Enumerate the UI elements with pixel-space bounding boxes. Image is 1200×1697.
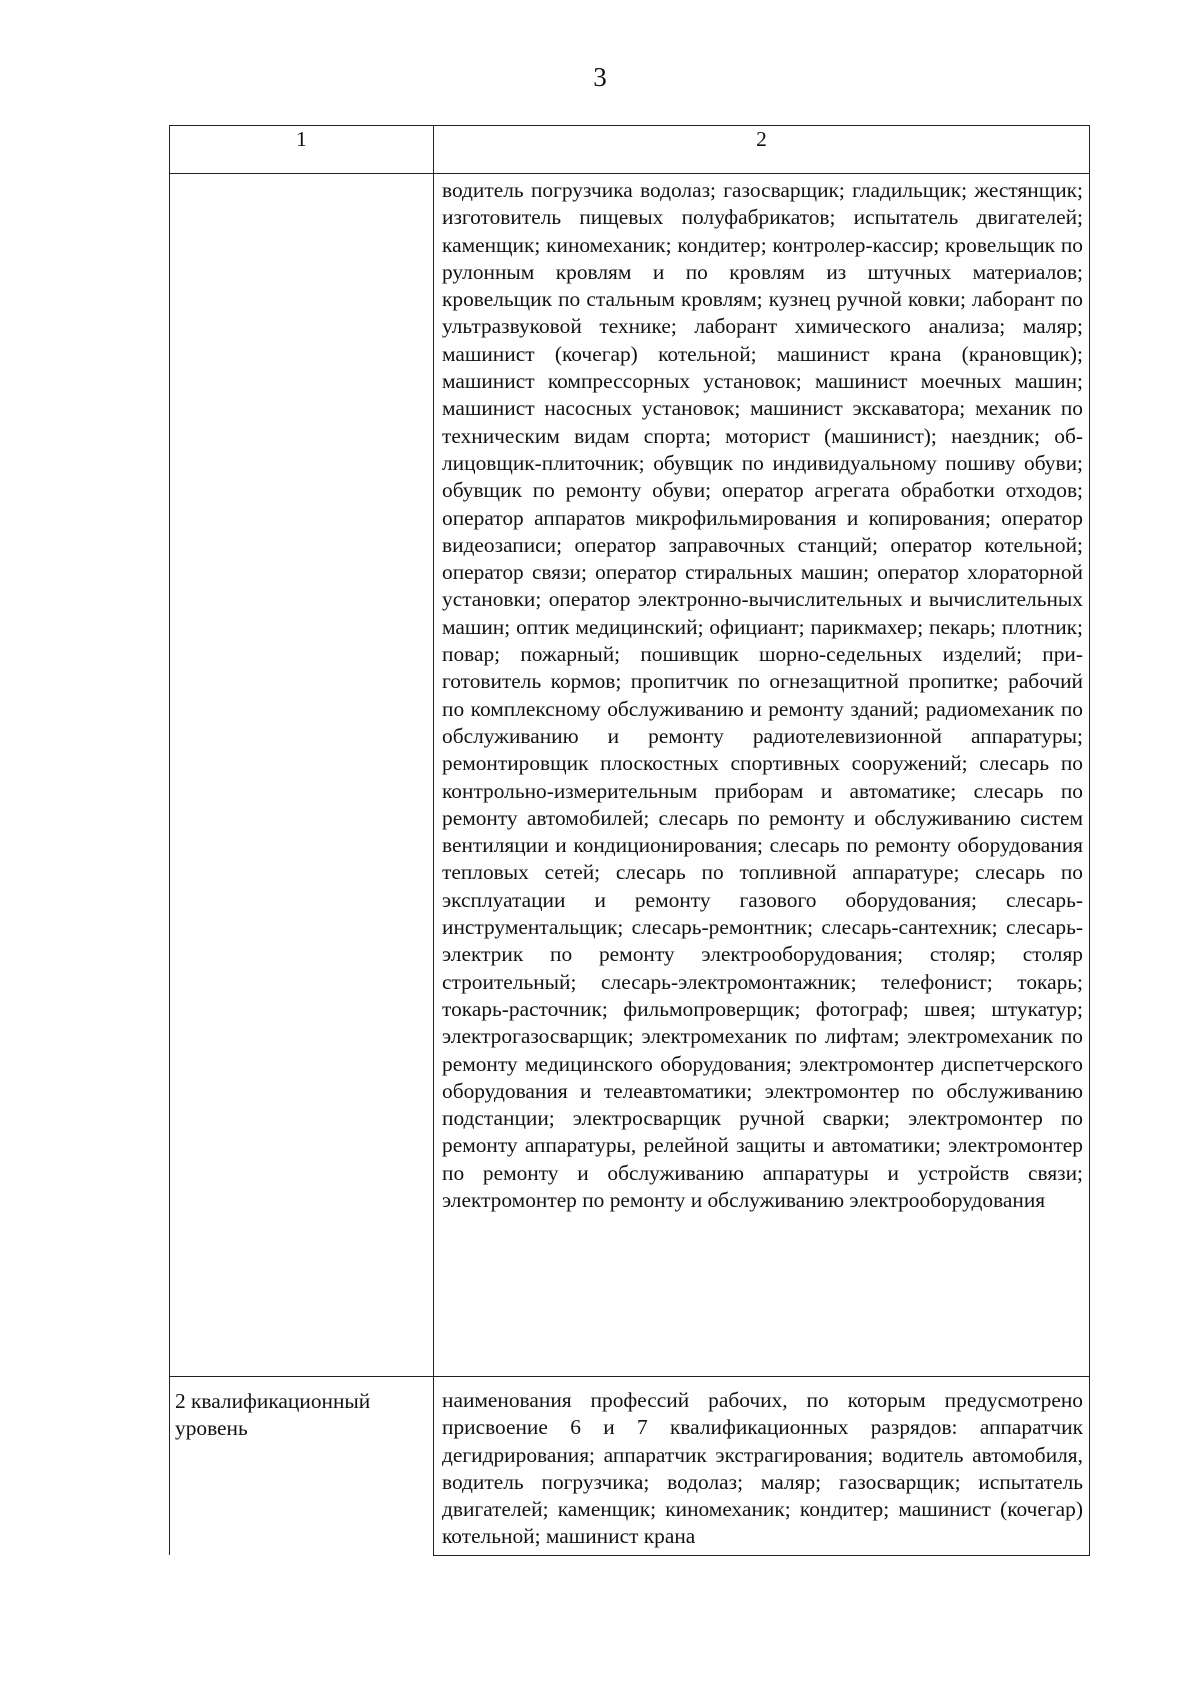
table-row (170, 1377, 1090, 1556)
column-header-1: 1 (170, 126, 434, 174)
professions-list-cell: водитель погрузчика водолаз; газосварщик; гладильщик; жестянщик; изготовитель пищевых полуфабрикатов; испытатель двигателей; каменщик; киномеханик; кондитер; контролер-кассир; кровельщик по рулонным кровлям и по кровлям из штучных материалов; кровельщик по стальным кровлям; кузнец ручной ковки; лаборант по ультразвуковой технике; лаборант химического анализа; маляр; машинист (кочегар) котельной; машинист крана (крановщик); машинист компрессорных установок; машинист моечных машин; машинист насосных установок; машинист экскаватора; механик по техническим видам спорта; моторист (машинист); наездник; облицовщик-плиточник; обувщик по индивидуальному пошиву обуви; обувщик по ремонту обуви; оператор агрегата обработки отходов; оператор аппаратов микрофильмирования и копирования; оператор видеозаписи; оператор заправочных станций; оператор котельной; оператор связи; оператор стиральных машин; оператор хлораторной установки; оператор электронно-вычислительных и вычислительных машин; оптик медицинский; официант; парикмахер; пекарь; плотник; повар; пожарный; пошивщик шорно-седельных изделий; приготовитель кормов; пропитчик по огнезащитной пропитке; рабочий по комплексному обслуживанию и ремонту зданий; радиомеханик по обслуживанию и ремонту радиотелевизионной аппаратуры; ремонтировщик плоскостных спортивных сооружений; слесарь по контрольно-измерительным приборам и автоматике; слесарь по ремонту автомобилей; слесарь по ремонту и обслуживанию систем вентиляции и кондиционирования; слесарь по ремонту оборудования тепловых сетей; слесарь по топливной аппаратуре; слесарь по эксплуатации и ремонту газового оборудования; слесарь-инструментальщик; слесарь-ремонтник; слесарь-сантехник; слесарь-электрик по ремонту электрооборудования; столяр; столяр строительный; слесарь-электромонтажник; телефонист; токарь; токарь-расточник; фильмопроверщик; фотограф; швея; штукатур; электрогазосварщик; электромеханик по лифтам; электромеханик по ремонту медицинского оборудования; электромонтер диспетчерского оборудования и телеавтоматики; электромонтер по обслуживанию подстанции; электросварщик ручной сварки; электромонтер по ремонту аппаратуры, релейной защиты и автоматики; электромонтер по ремонту и обслуживанию аппаратуры и устройств связи; электромонтер по ремонту и обслуживанию электрооборудования (434, 174, 1090, 1377)
column-header-2: 2 (434, 126, 1090, 174)
page-number: 3 (593, 62, 607, 92)
table-header-row (170, 126, 1090, 174)
qualification-level-cell (170, 174, 434, 1377)
professions-table (169, 125, 1090, 1556)
table-row (170, 174, 1090, 1377)
professions-list-cell: наименования профессий рабочих, по которым предусмотрено присвоение 6 и 7 квалификационных разрядов: аппаратчик дегидрирования; аппаратчик экстрагирования; водитель автомобиля, водитель погрузчика; водолаз; маляр; газосварщик; испытатель двигателей; каменщик; киномеханик; кондитер; машинист (кочегар) котельной; машинист крана (434, 1377, 1090, 1556)
qualification-level-cell: 2 квалификационный уровень (170, 1377, 434, 1556)
